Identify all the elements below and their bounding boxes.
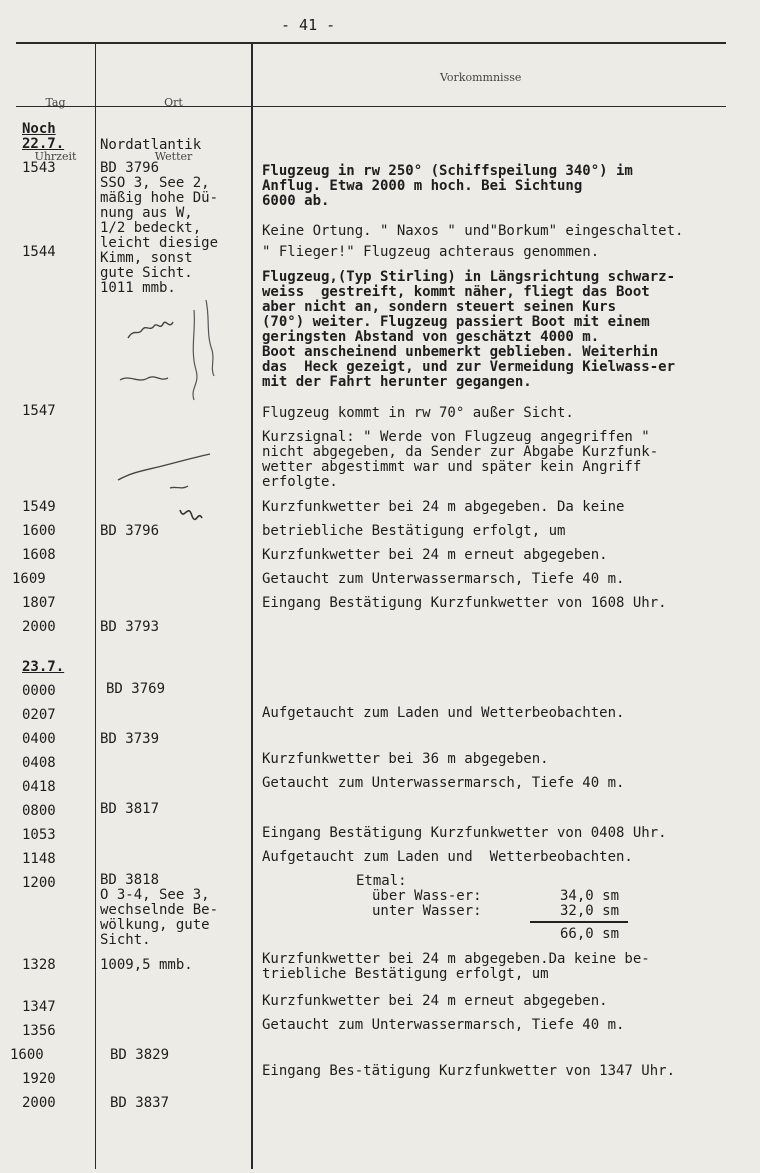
- time-1547: 1547: [22, 403, 56, 419]
- etmal-under-label: unter Wasser:: [372, 903, 482, 919]
- place-0400: BD 3739: [100, 731, 160, 747]
- etmal-sum-line: [530, 921, 628, 923]
- event-1328: Kurzfunkwetter bei 24 m abgegeben.Da keine be- triebliche Bestätigung erfolgt, um: [262, 951, 650, 982]
- etmal-under-value: 32,0 sm: [560, 903, 620, 919]
- place-2000-b: BD 3837: [110, 1095, 170, 1111]
- page-number: - 41 -: [281, 16, 336, 34]
- place-1600: BD 3796: [100, 523, 160, 539]
- time-1328: 1328: [22, 957, 56, 973]
- time-0400: 0400: [22, 731, 56, 747]
- event-1600: betriebliche Bestätigung erfolgt, um: [262, 523, 566, 539]
- time-0408: 0408: [22, 755, 56, 771]
- time-1053: 1053: [22, 827, 56, 843]
- place-1328: 1009,5 mmb.: [100, 957, 193, 973]
- date-noch-22-7: Noch 22.7.: [22, 121, 65, 152]
- time-1609: 1609: [12, 571, 46, 587]
- handwritten-annotation: [110, 260, 250, 550]
- event-0207: Aufgetaucht zum Laden und Wetterbeobachten.: [262, 705, 625, 721]
- time-1543: 1543: [22, 160, 56, 176]
- time-2000-b: 2000: [22, 1095, 56, 1111]
- etmal-label: Etmal:: [356, 873, 407, 889]
- table-top-rule: [16, 42, 726, 44]
- event-1920: Eingang Bes-tätigung Kurzfunkwetter von 1347 Uhr.: [262, 1063, 676, 1079]
- time-1600-b: 1600: [10, 1047, 44, 1063]
- time-0418: 0418: [22, 779, 56, 795]
- event-1543: Flugzeug in rw 250° (Schiffspeilung 340°) im Anflug. Etwa 2000 m hoch. Bei Sichtung 6000 ab.: [262, 163, 633, 209]
- column-divider-1: [95, 44, 96, 1169]
- event-1543-ortung: Keine Ortung. " Naxos " und"Borkum" eingeschaltet.: [262, 223, 684, 239]
- time-1608: 1608: [22, 547, 56, 563]
- time-1549: 1549: [22, 499, 56, 515]
- event-0418: Getaucht zum Unterwassermarsch, Tiefe 40 m.: [262, 775, 625, 791]
- event-1608: Kurzfunkwetter bei 24 m erneut abgegeben.: [262, 547, 608, 563]
- place-nordatlantik: Nordatlantik: [100, 137, 202, 153]
- etmal-over-value: 34,0 sm: [560, 888, 620, 904]
- place-0000: BD 3769: [106, 681, 166, 697]
- event-1356: Getaucht zum Unterwassermarsch, Tiefe 40 m.: [262, 1017, 625, 1033]
- place-weather-1543: BD 3796 SSO 3, See 2, mäßig hohe Dü- nung aus W, 1/2 bedeckt, leicht diesige Kimm, sonst gute Sicht. 1011 mmb.: [100, 160, 219, 296]
- event-1053: Eingang Bestätigung Kurzfunkwetter von 0408 Uhr.: [262, 825, 667, 841]
- column-divider-2: [251, 44, 253, 1169]
- time-1920: 1920: [22, 1071, 56, 1087]
- time-1347: 1347: [22, 999, 56, 1015]
- event-1544-details: Flugzeug,(Typ Stirling) in Längsrichtung schwarz- weiss gestreift, kommt näher, fliegt das Boot aber nicht an, sondern steuert seinen Kurs (70°) weiter. Flugzeug passiert Boot mit einem geringsten Abstand von geschätzt 4000 m. Boot anscheinend unbemerkt geblieben. Weiterhin das Heck gezeigt, und zur Vermeidung Kielwass-er mit der Fahrt herunter gegangen.: [262, 269, 676, 390]
- time-1356: 1356: [22, 1023, 56, 1039]
- event-1544: " Flieger!" Flugzeug achteraus genommen.: [262, 244, 600, 260]
- place-weather-1200: BD 3818 O 3-4, See 3, wechselnde Be- wölkung, gute Sicht.: [100, 872, 219, 948]
- event-0408: Kurzfunkwetter bei 36 m abgegeben.: [262, 751, 549, 767]
- place-1600-b: BD 3829: [110, 1047, 170, 1063]
- time-1148: 1148: [22, 851, 56, 867]
- time-2000-a: 2000: [22, 619, 56, 635]
- event-1549: Kurzfunkwetter bei 24 m abgegeben. Da keine: [262, 499, 625, 515]
- header-wetter-label: Wetter: [154, 150, 193, 163]
- time-1544: 1544: [22, 244, 56, 260]
- time-1600: 1600: [22, 523, 56, 539]
- time-1807: 1807: [22, 595, 56, 611]
- header-vorkommnisse: Vorkommnisse: [440, 71, 522, 84]
- etmal-over-label: über Wass-er:: [372, 888, 482, 904]
- place-2000-a: BD 3793: [100, 619, 160, 635]
- time-0800: 0800: [22, 803, 56, 819]
- header-uhrzeit-label: Uhrzeit: [34, 150, 77, 163]
- event-1609: Getaucht zum Unterwassermarsch, Tiefe 40 m.: [262, 571, 625, 587]
- etmal-total: 66,0 sm: [560, 926, 620, 942]
- time-0000: 0000: [22, 683, 56, 699]
- event-1347: Kurzfunkwetter bei 24 m erneut abgegeben.: [262, 993, 608, 1009]
- header-tag-label: Tag: [45, 96, 66, 109]
- header-ort-label: Ort: [164, 96, 183, 109]
- event-1547: Flugzeug kommt in rw 70° außer Sicht.: [262, 405, 574, 421]
- event-1547-kurzsignal: Kurzsignal: " Werde von Flugzeug angegriffen " nicht abgegeben, da Sender zur Abgabe Kurzfunk- wetter abgestimmt war und später kein Angriff erfolgte.: [262, 429, 659, 490]
- date-23-7: 23.7.: [22, 659, 65, 675]
- time-0207: 0207: [22, 707, 56, 723]
- time-1200: 1200: [22, 875, 56, 891]
- event-1807: Eingang Bestätigung Kurzfunkwetter von 1608 Uhr.: [262, 595, 667, 611]
- place-0800: BD 3817: [100, 801, 160, 817]
- event-1148: Aufgetaucht zum Laden und Wetterbeobachten.: [262, 849, 633, 865]
